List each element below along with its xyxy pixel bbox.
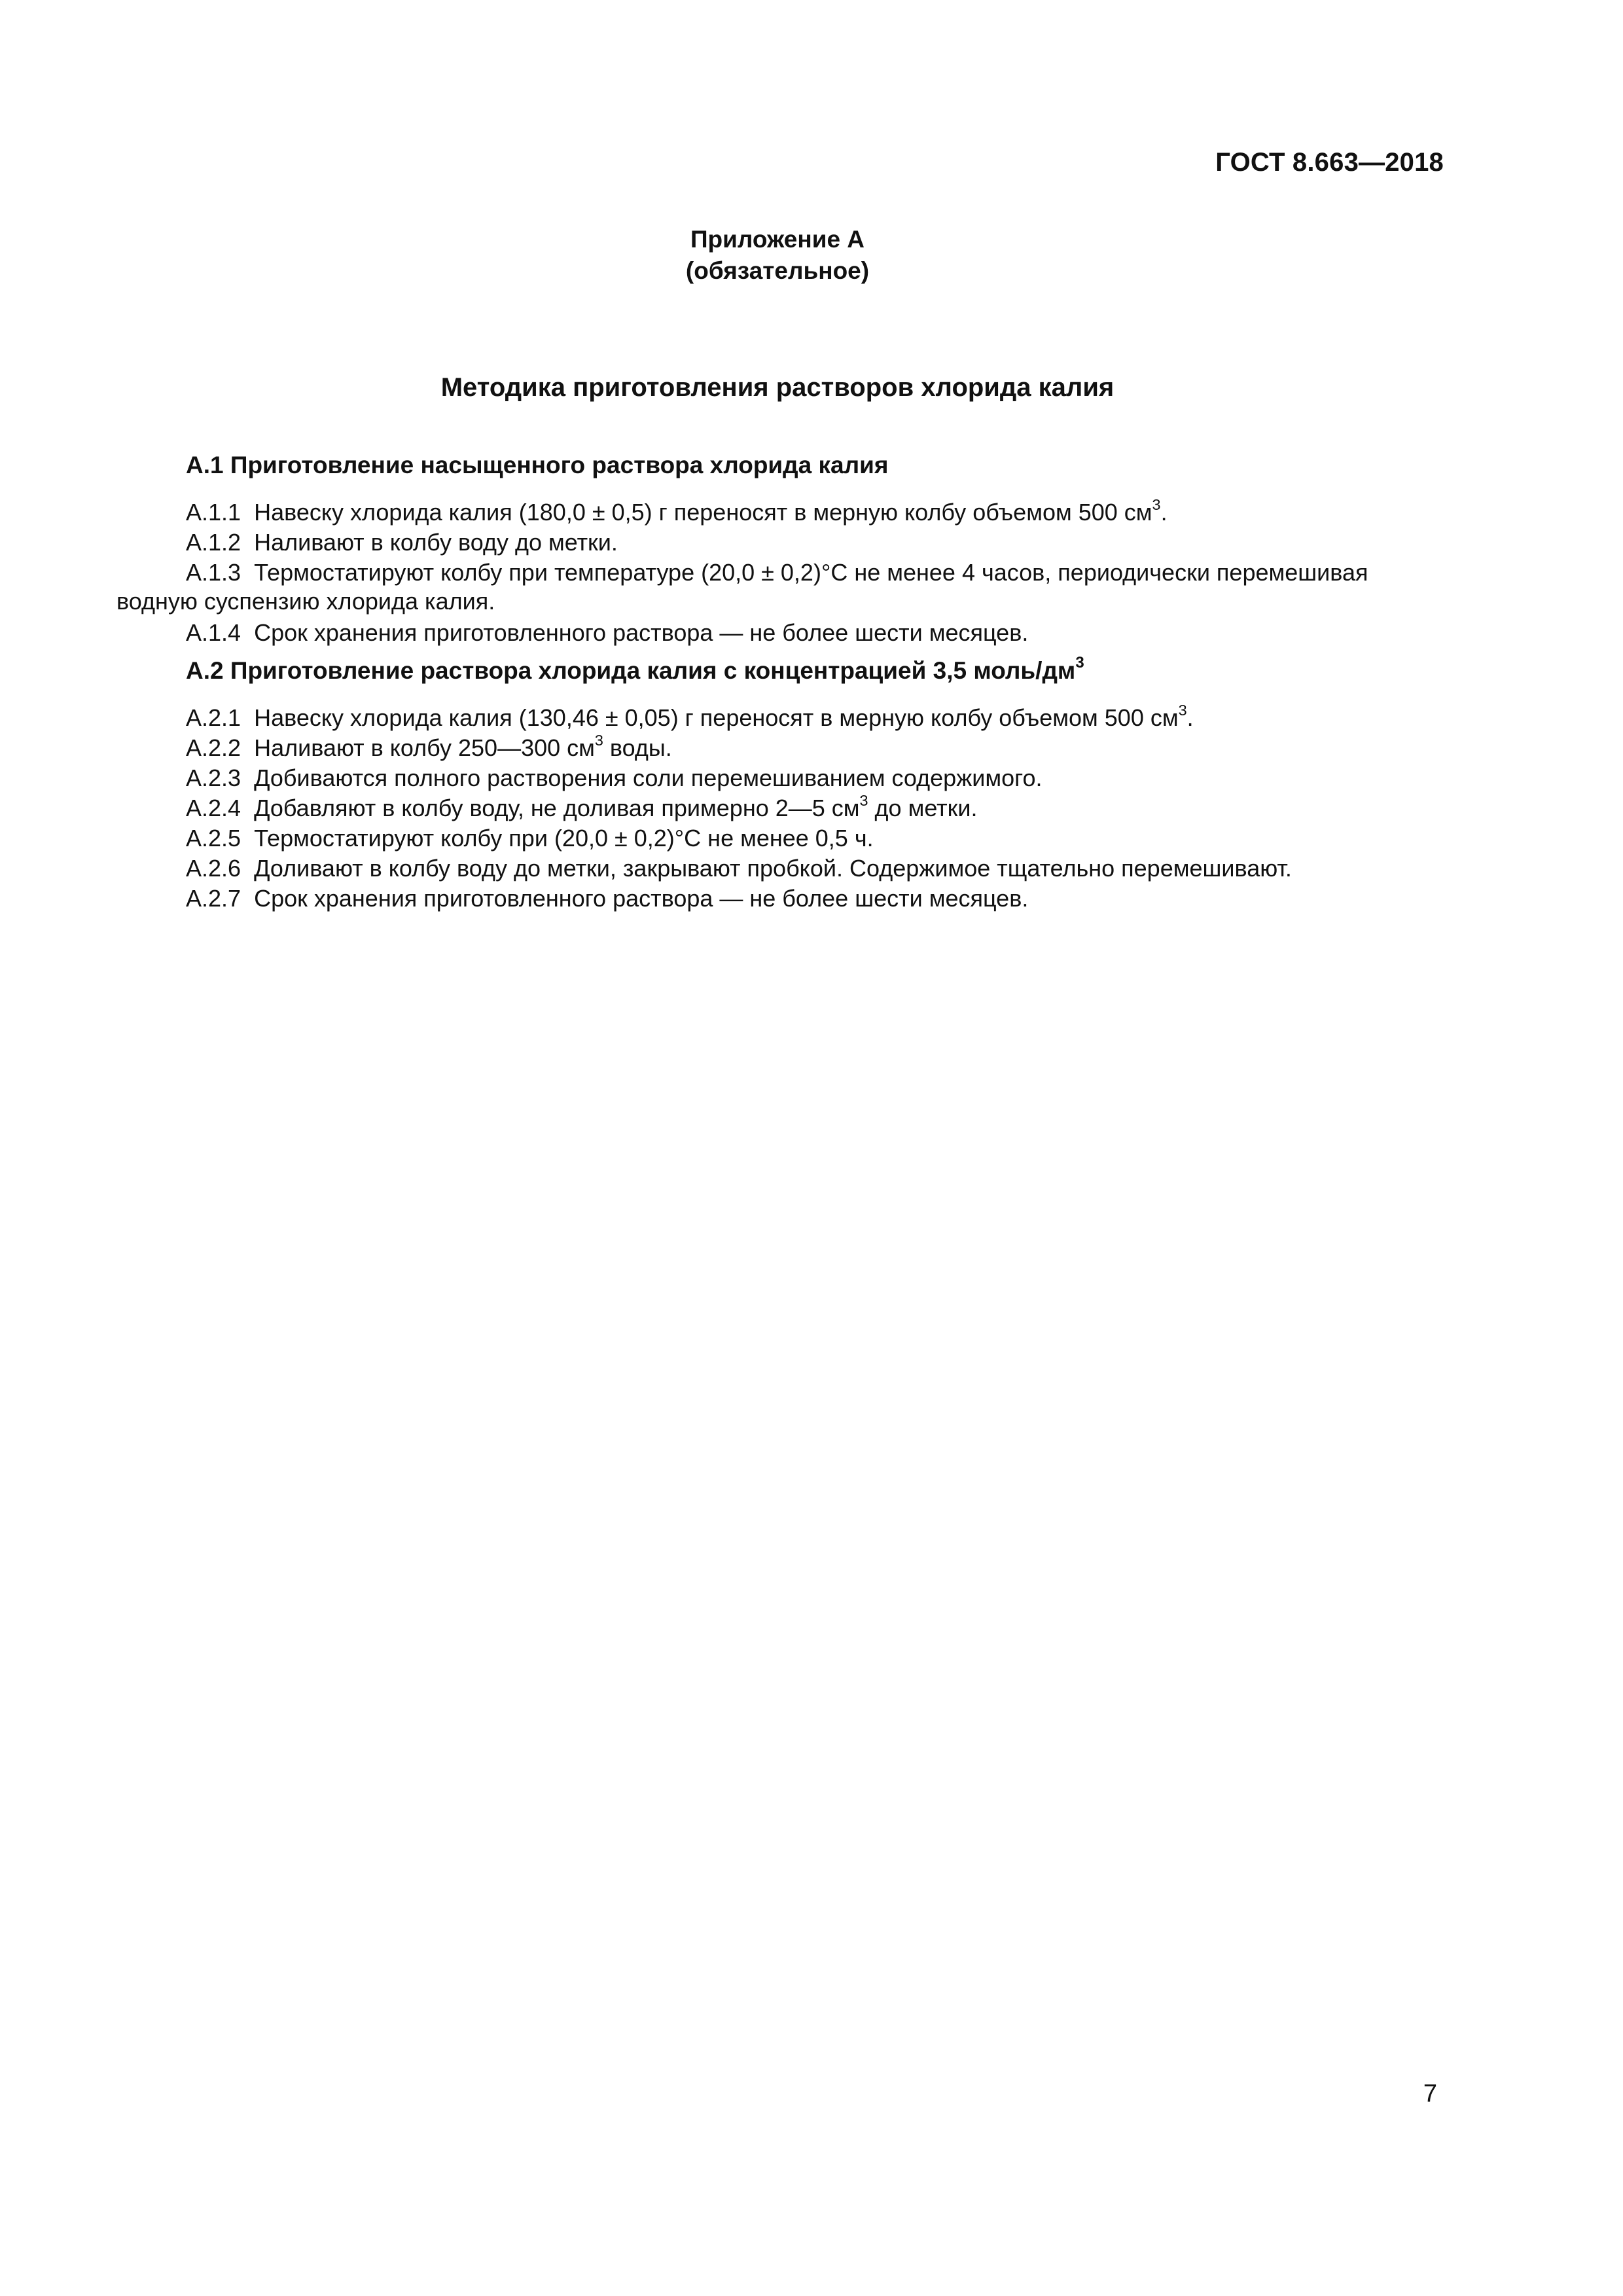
section-heading-text: А.2 Приготовление раствора хлорида калия с концентрацией 3,5 моль/дм [186, 657, 1076, 684]
paragraph-text: Навеску хлорида калия (180,0 ± 0,5) г переносят в мерную колбу объемом 500 см [254, 499, 1152, 526]
section-heading-a1: А.1 Приготовление насыщенного раствора хлорида калия [186, 452, 889, 478]
paragraph-text: Добиваются полного растворения соли перемешиванием содержимого. [254, 764, 1043, 791]
paragraph-tail: воды. [603, 734, 672, 761]
paragraph-tail: . [1186, 704, 1194, 731]
paragraph-tail: . [1160, 499, 1168, 526]
paragraph-a25 [186, 823, 874, 853]
section-heading-a2 [186, 654, 1084, 685]
paragraph-a23 [186, 763, 1043, 793]
paragraph-a12 [186, 528, 618, 558]
paragraph-number: А.2.4 [186, 795, 241, 821]
paragraph-text: Срок хранения приготовленного раствора — не более шести месяцев. [254, 885, 1029, 912]
paragraph-a21 [186, 703, 1194, 733]
paragraph-a27 [186, 884, 1028, 914]
superscript: 3 [1075, 654, 1084, 672]
document-code: ГОСТ 8.663—2018 [1215, 148, 1444, 177]
appendix-title: Приложение А [690, 226, 865, 253]
paragraph-a26 [186, 853, 1292, 884]
paragraph-number: А.2.3 [186, 764, 241, 791]
paragraph-number: А.1.4 [186, 619, 241, 646]
paragraph-number: А.1.1 [186, 499, 241, 526]
page-number: 7 [1423, 2080, 1437, 2108]
paragraph-text: Добавляют в колбу воду, не доливая примерно 2—5 см [254, 795, 860, 821]
superscript: 3 [859, 791, 868, 809]
paragraph-number: А.1.2 [186, 529, 241, 556]
superscript: 3 [594, 731, 603, 749]
superscript: 3 [1178, 701, 1187, 719]
paragraph-text: Термостатируют колбу при (20,0 ± 0,2)°С не менее 0,5 ч. [254, 825, 874, 852]
paragraph-text: Доливают в колбу воду до метки, закрывают пробкой. Содержимое тщательно перемешивают. [254, 855, 1292, 882]
paragraph-tail: до метки. [868, 795, 978, 821]
paragraph-number: А.1.3 [186, 559, 241, 586]
paragraph-text: Наливают в колбу воду до метки. [254, 529, 618, 556]
appendix-note: (обязательное) [685, 257, 870, 284]
paragraph-a11 [186, 497, 1168, 528]
paragraph-a24 [186, 793, 978, 823]
paragraph-a13-continuation: водную суспензию хлорида калия. [116, 588, 495, 615]
paragraph-a14 [186, 618, 1028, 648]
method-title: Методика приготовления растворов хлорида калия [440, 373, 1115, 402]
paragraph-number: А.2.2 [186, 734, 241, 761]
paragraph-number: А.2.1 [186, 704, 241, 731]
paragraph-a22 [186, 733, 672, 763]
paragraph-text: Навеску хлорида калия (130,46 ± 0,05) г переносят в мерную колбу объемом 500 см [254, 704, 1179, 731]
paragraph-text: Срок хранения приготовленного раствора — не более шести месяцев. [254, 619, 1029, 646]
paragraph-text: Наливают в колбу 250—300 см [254, 734, 595, 761]
paragraph-number: А.2.7 [186, 885, 241, 912]
paragraph-a13 [186, 558, 1368, 588]
paragraph-number: А.2.6 [186, 855, 241, 882]
paragraph-text: Термостатируют колбу при температуре (20,0 ± 0,2)°С не менее 4 часов, периодически перемешивая [254, 559, 1368, 586]
superscript: 3 [1152, 495, 1161, 513]
paragraph-number: А.2.5 [186, 825, 241, 852]
